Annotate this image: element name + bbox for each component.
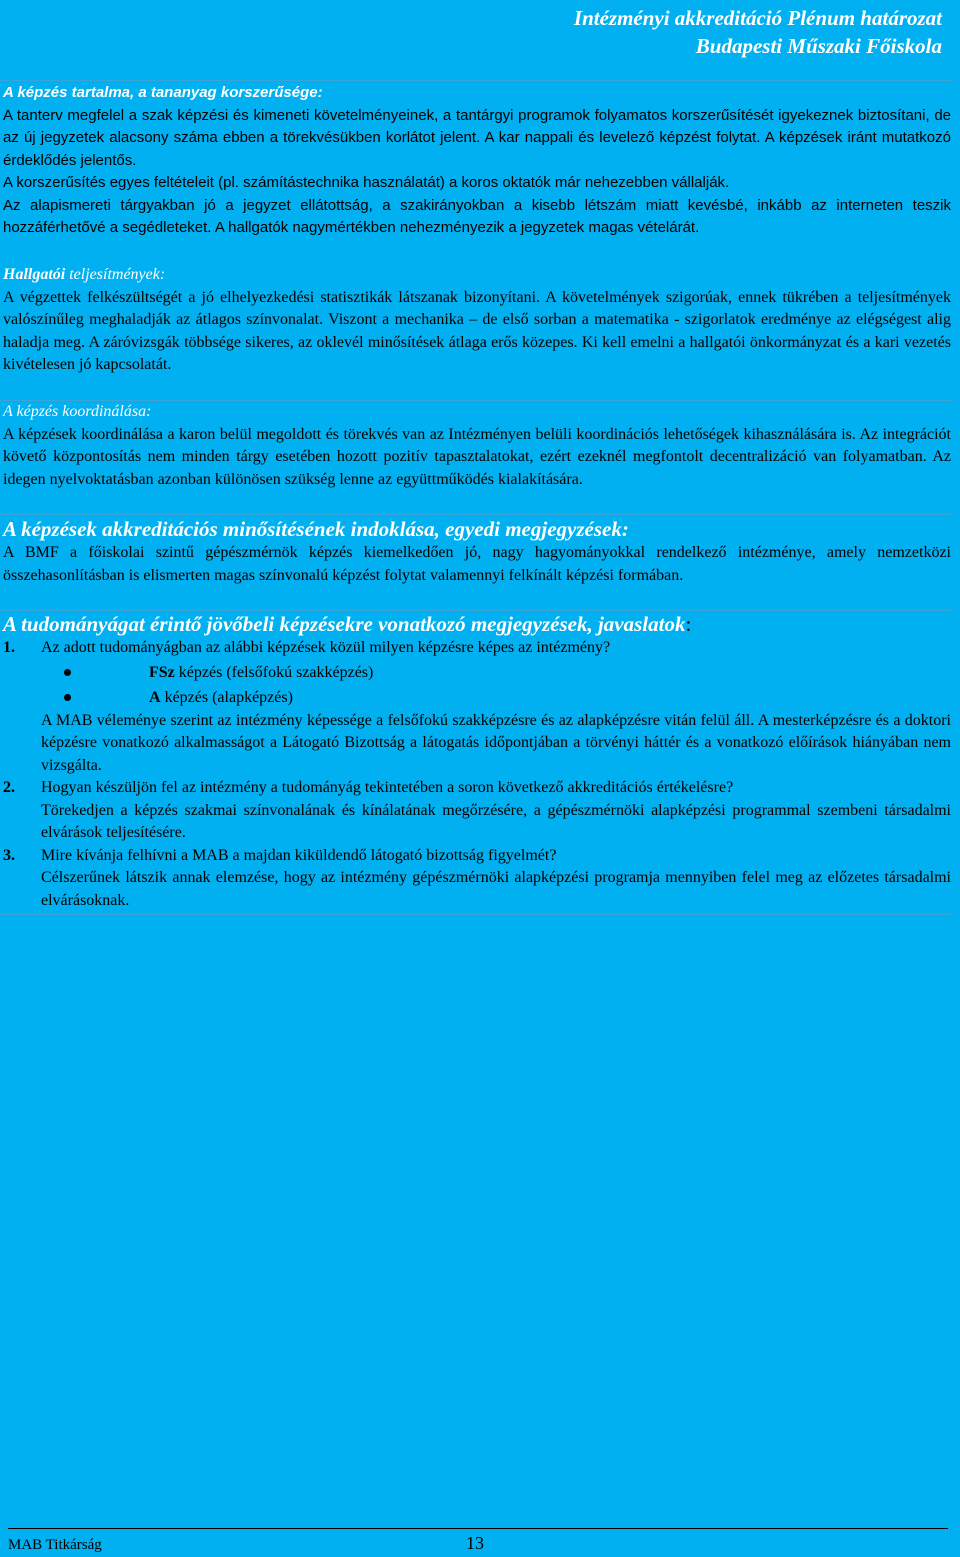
header-institution: Budapesti Műszaki Főiskola bbox=[695, 34, 942, 58]
list-item: A képzés (alapképzés) bbox=[3, 685, 951, 710]
section-heading: A képzések akkreditációs minősítésének indoklása, egyedi megjegyzések: bbox=[3, 517, 629, 541]
question-number: 1. bbox=[3, 639, 15, 656]
question-item bbox=[3, 777, 951, 845]
question-item bbox=[3, 637, 951, 777]
divider bbox=[0, 914, 954, 915]
paragraph: A BMF a főiskolai szintű gépészmérnök képzés kiemelkedően jó, nagy hagyományokkal rendelkező intézménye, amely nemzetközi összehasonlításban is elismerten magas színvonalú képzést folytat valamennyi felkínált képzési formában. bbox=[3, 544, 951, 584]
question-number: 2. bbox=[3, 779, 15, 796]
question-item bbox=[3, 845, 951, 913]
section-heading: A képzés koordinálása: bbox=[3, 403, 152, 420]
page-footer bbox=[8, 1528, 948, 1553]
page-number: 13 bbox=[466, 1533, 484, 1553]
question-text: Hogyan készüljön fel az intézmény a tudományág tekintetében a soron következő akkreditációs értékelésre? bbox=[41, 779, 734, 796]
question-number: 3. bbox=[3, 846, 15, 864]
question-text: Az adott tudományágban az alábbi képzések közül milyen képzésre képes az intézmény? bbox=[41, 639, 611, 656]
section-heading: A tudományágat érintő jövőbeli képzésekre vonatkozó megjegyzések, javaslatok: bbox=[3, 612, 692, 636]
question-list bbox=[3, 637, 951, 912]
question-text: Mire kívánja felhívni a MAB a majdan kiküldendő látogató bizottság figyelmét? bbox=[41, 846, 557, 864]
answer-text: Törekedjen a képzés szakmai színvonalának és kínálatának megőrzésére, a gépészmérnöki alapképzési programmal szembeni társadalmi elvárások teljesítésére. bbox=[41, 801, 951, 841]
section-jovo bbox=[1, 611, 953, 912]
document-header bbox=[574, 4, 942, 60]
paragraph: A korszerűsítés egyes feltételeit (pl. számítástechnika használatát) a koros oktatók már nehezebben vállalják. bbox=[3, 174, 730, 191]
divider bbox=[0, 514, 954, 515]
header-title: Intézményi akkreditáció Plénum határozat bbox=[573, 6, 942, 30]
paragraph: A végzettek felkészültségét a jó elhelyezkedési statisztikák látszanak bizonyítani. A követelmények szigorúak, ennek tükrében a teljesítmények valószínűleg meghaladják az átlagos színvonalat. Viszont a mechanika – de első sorban a matematika - szigorlatok eredménye az elégségest alig haladja meg. A záróvizsgák többsége sikeres, az oklevél minősítések átlaga erős közepes. Ki kell emelni a hallgatói önkormányzat és a kari vezetés kivételesen jó kapcsolatát. bbox=[3, 288, 951, 373]
section-teljesitmeny bbox=[1, 264, 953, 377]
paragraph: A tanterv megfelel a szak képzési és kimeneti követelményeinek, a tantárgyi programok folyamatos korszerűsítését igyekeznek biztosítani, de az új jegyzetek alacsony száma ebben a törekvésükben korlátot jelent. A kar nappali és levelező képzést folytat. A képzések iránt mutatkozó érdeklődés jelentős. bbox=[3, 106, 951, 169]
section-tartalom bbox=[1, 82, 953, 254]
footer-organization: MAB Titkárság bbox=[8, 1537, 102, 1553]
answer-text: A MAB véleménye szerint az intézmény képessége a felsőfokú szakképzésre és az alapképzésre vitán felül áll. A mesterképzésre és a doktori képzésre vonatkozó alkalmasságot a Látogató Bizottság a látogatás időpontjában a törvényi háttér és a vonatkozó előírások hiányában nem vizsgálta. bbox=[41, 711, 951, 774]
section-indoklas bbox=[1, 516, 953, 587]
section-koordinalas bbox=[1, 401, 953, 491]
paragraph: A képzések koordinálása a karon belül megoldott és törekvés van az Intézményen belüli koordinációs lehetőségek kihasználására is. Az integrációt követő központosítás nem minden tárgy esetében hozott pozitív tapasztalatokat, ezért ezeknél megfontolt decentralizáció van folyamatban. Az idegen nyelvoktatásban azonban különösen szükség lenne az együttműködés kialakítására. bbox=[3, 425, 951, 488]
bullet-icon bbox=[64, 669, 71, 676]
divider bbox=[0, 80, 954, 81]
section-heading: Hallgatói teljesítmények: bbox=[3, 266, 166, 283]
answer-text: Célszerűnek látszik annak elemzése, hogy az intézmény gépészmérnöki alapképzési programja mennyiben felel meg az előzetes társadalmi elvárásoknak. bbox=[41, 869, 951, 909]
option-list bbox=[3, 660, 951, 710]
section-heading: A képzés tartalma, a tananyag korszerűsége: bbox=[3, 84, 323, 101]
bullet-icon bbox=[64, 694, 71, 701]
list-item: FSz képzés (felsőfokú szakképzés) bbox=[3, 660, 951, 685]
paragraph: Az alapismereti tárgyakban jó a jegyzet ellátottság, a szakirányokban a kisebb létszám miatt kevésbé, inkább az interneten teszik hozzáférhetővé a segédleteket. A hallgatók nagymértékben nehezményezik a jegyzetek magas vételárát. bbox=[3, 196, 951, 236]
